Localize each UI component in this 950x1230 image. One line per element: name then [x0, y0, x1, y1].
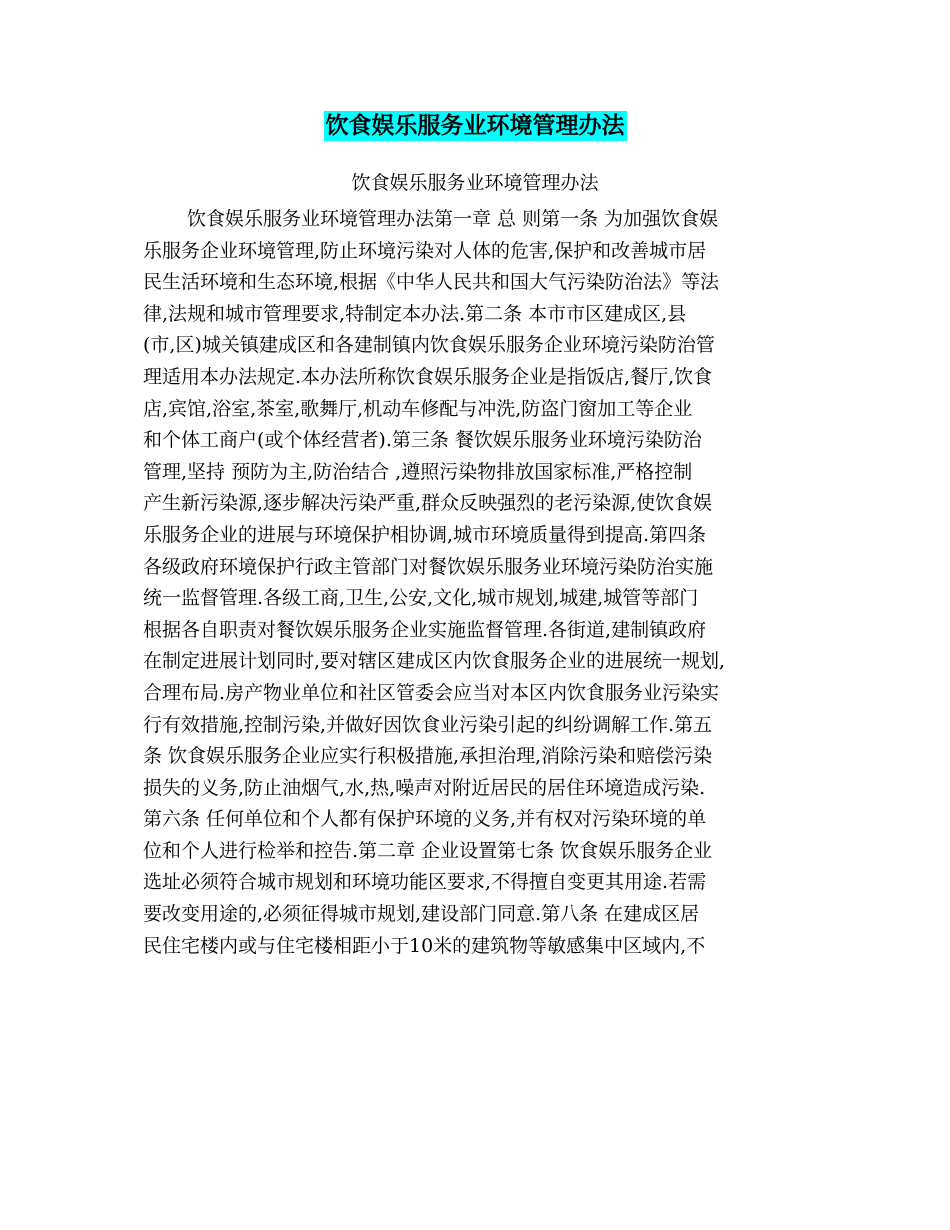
body-line: 行有效措施,控制污染,并做好因饮食业污染引起的纠纷调解工作.第五 — [143, 713, 713, 736]
body-line: 损失的义务,防止油烟气,水,热,噪声对附近居民的居住环境造成污染. — [143, 776, 706, 799]
body-line: 民生活环境和生态环境,根据《中华人民共和国大气污染防治法》等法 — [143, 271, 720, 294]
body-line: 管理,坚持 预防为主,防治结合 ,遵照污染物排放国家标准,严格控制 — [143, 460, 693, 483]
body-line: 乐服务企业环境管理,防止环境污染对人体的危害,保护和改善城市居 — [143, 239, 707, 262]
body-line: 律,法规和城市管理要求,特制定本办法.第二条 本市市区建成区,县 — [143, 302, 687, 325]
body-line: 店,宾馆,浴室,茶室,歌舞厅,机动车修配与冲洗,防盗门窗加工等企业 — [143, 397, 693, 420]
body-line: (市,区)城关镇建成区和各建制镇内饮食娱乐服务企业环境污染防治管 — [143, 334, 715, 357]
document-subtitle: 饮食娱乐服务业环境管理办法 — [351, 172, 599, 194]
body-line: 统一监督管理.各级工商,卫生,公安,文化,城市规划,城建,城管等部门 — [143, 587, 699, 610]
body-line: 产生新污染源,逐步解决污染严重,群众反映强烈的老污染源,使饮食娱 — [143, 492, 713, 515]
body-line: 第六条 任何单位和个人都有保护环境的义务,并有权对污染环境的单 — [143, 808, 707, 831]
body-line: 饮食娱乐服务业环境管理办法第一章 总 则第一条 为加强饮食娱 — [187, 208, 719, 230]
document-body — [143, 204, 823, 962]
body-line: 条 饮食娱乐服务企业应实行积极措施,承担治理,消除污染和赔偿污染 — [143, 745, 713, 768]
body-line: 在制定进展计划同时,要对辖区建成区内饮食服务企业的进展统一规划, — [143, 650, 726, 673]
document-title: 饮食娱乐服务业环境管理办法 — [325, 113, 625, 139]
body-line: 合理布局.房产物业单位和社区管委会应当对本区内饮食服务业污染实 — [143, 681, 720, 704]
body-line: 位和个人进行检举和控告.第二章 企业设置第七条 饮食娱乐服务企业 — [143, 839, 713, 862]
body-line: 要改变用途的,必须征得城市规划,建设部门同意.第八条 在建成区居 — [143, 903, 700, 926]
body-line: 根据各自职责对餐饮娱乐服务企业实施监督管理.各街道,建制镇政府 — [143, 618, 707, 641]
body-line: 理适用本办法规定.本办法所称饮食娱乐服务企业是指饭店,餐厅,饮食 — [143, 365, 713, 388]
body-line: 各级政府环境保护行政主管部门对餐饮娱乐服务业环境污染防治实施 — [143, 555, 714, 578]
body-line: 民住宅楼内或与住宅楼相距小于10米的建筑物等敏感集中区域内,不 — [143, 934, 706, 957]
body-line: 和个体工商户(或个体经营者).第三条 餐饮娱乐服务业环境污染防治 — [143, 429, 702, 452]
body-line: 选址必须符合城市规划和环境功能区要求,不得擅自变更其用途.若需 — [143, 871, 707, 894]
body-line: 乐服务企业的进展与环境保护相协调,城市环境质量得到提高.第四条 — [143, 523, 707, 546]
title-block — [0, 111, 950, 141]
